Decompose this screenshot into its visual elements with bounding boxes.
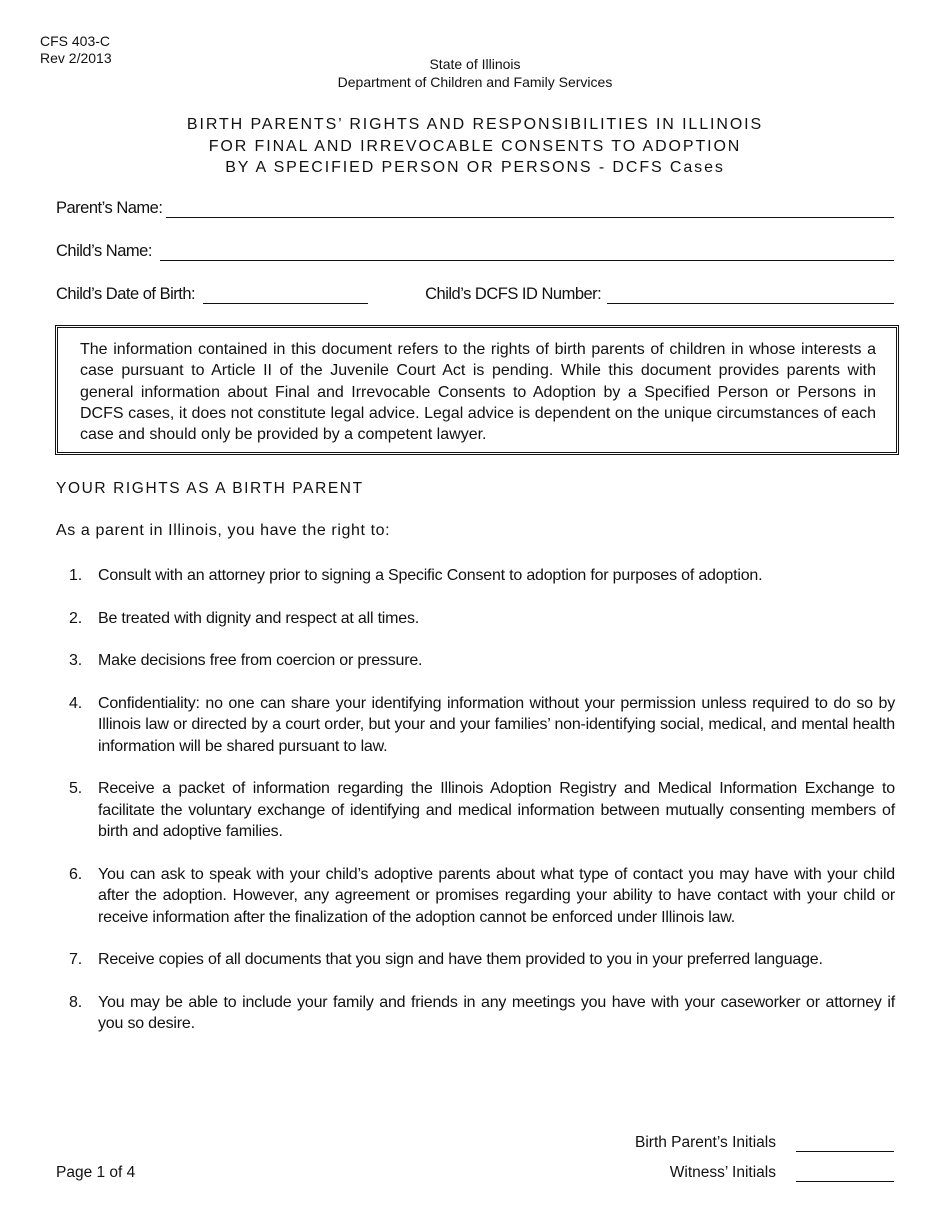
form-number: CFS 403-C [40, 33, 111, 49]
item-number: 1. [69, 567, 82, 584]
item-number: 2. [69, 609, 82, 627]
rights-list-item [56, 565, 895, 587]
item-text: Make decisions free from coercion or pressure. [98, 652, 423, 669]
rights-list [56, 565, 895, 1056]
childs-dob-field[interactable] [203, 285, 368, 304]
item-text: You may be able to include your family and friends in any meetings you have with your caseworker or attorney if you so desire. [98, 993, 895, 1032]
birth-parent-initials-field[interactable] [796, 1135, 894, 1152]
department-name: Department of Children and Family Services [337, 74, 613, 90]
rights-list-item [56, 778, 895, 843]
state-name: State of Illinois [429, 56, 521, 72]
witness-initials-row [670, 1164, 894, 1182]
item-number: 5. [69, 780, 82, 797]
item-text: You can ask to speak with your child’s adoptive parents about what type of contact you may have with your child after the adoption. However, any agreement or promises regarding your ability to have contact with your child or receive information after the finalization of the adoption cannot be enforced under Illinois law. [98, 865, 895, 926]
rights-list-item [56, 949, 895, 971]
childs-name-label: Child’s Name: [56, 242, 152, 260]
parents-name-field[interactable] [166, 199, 894, 218]
title-line-2: FOR FINAL AND IRREVOCABLE CONSENTS TO ADOPTION [208, 137, 742, 155]
title-line-3: BY A SPECIFIED PERSON OR PERSONS - DCFS Cases [225, 159, 725, 176]
title-line-1: BIRTH PARENTS’ RIGHTS AND RESPONSIBILITIES IN ILLINOIS [186, 116, 764, 133]
agency-header [0, 55, 950, 91]
item-text: Receive copies of all documents that you sign and have them provided to you in your preferred language. [98, 951, 823, 968]
childs-dcfs-id-label: Child’s DCFS ID Number: [425, 285, 602, 303]
item-number: 6. [69, 865, 82, 883]
childs-name-field[interactable] [160, 242, 894, 261]
childs-dob-label: Child’s Date of Birth: [56, 285, 196, 303]
rights-list-item [56, 864, 895, 929]
witness-initials-label: Witness’ Initials [669, 1164, 776, 1181]
item-text: Be treated with dignity and respect at all times. [98, 609, 420, 627]
item-number: 4. [69, 694, 82, 712]
item-number: 3. [69, 652, 82, 669]
item-text: Confidentiality: no one can share your identifying information without your permission unless required to do so by Illinois law or directed by a court order, but your and your families’ non-identifying social, medical, and mental health information will be shared pursuant to law. [98, 694, 895, 755]
item-number: 7. [69, 951, 82, 968]
item-number: 8. [69, 993, 82, 1011]
childs-dcfs-id-field[interactable] [607, 285, 894, 304]
birth-parent-initials-label: Birth Parent’s Initials [635, 1134, 776, 1151]
page-number: Page 1 of 4 [56, 1164, 136, 1181]
document-title [0, 114, 950, 179]
dob-and-id-row [56, 282, 894, 304]
parents-name-row [56, 196, 894, 218]
item-text: Receive a packet of information regarding the Illinois Adoption Registry and Medical Information Exchange to facilitate the voluntary exchange of identifying and medical information between mutually consenting members of birth and adoptive families. [98, 780, 895, 840]
legal-notice-box [55, 325, 899, 455]
rights-section-heading: YOUR RIGHTS AS A BIRTH PARENT [56, 480, 364, 497]
item-text: Consult with an attorney prior to signing a Specific Consent to adoption for purposes of adoption. [98, 567, 763, 584]
witness-initials-field[interactable] [796, 1165, 894, 1182]
form-revision: Rev 2/2013 [40, 50, 112, 66]
rights-list-item [56, 693, 895, 758]
birth-parent-initials-row [635, 1134, 894, 1152]
rights-list-item [56, 992, 895, 1035]
rights-list-item [56, 608, 895, 630]
rights-list-item [56, 650, 895, 672]
rights-intro: As a parent in Illinois, you have the right to: [56, 522, 391, 539]
childs-name-row [56, 239, 894, 261]
parents-name-label: Parent’s Name: [56, 199, 163, 217]
legal-notice-text: The information contained in this document refers to the rights of birth parents of children in whose interests a case pursuant to Article II of the Juvenile Court Act is pending. While this document provides parents with general information about Final and Irrevocable Consents to Adoption by a Specified Person or Persons in DCFS cases, it does not constitute legal advice. Legal advice is dependent on the unique circumstances of each case and should only be provided by a competent lawyer. [80, 341, 876, 444]
